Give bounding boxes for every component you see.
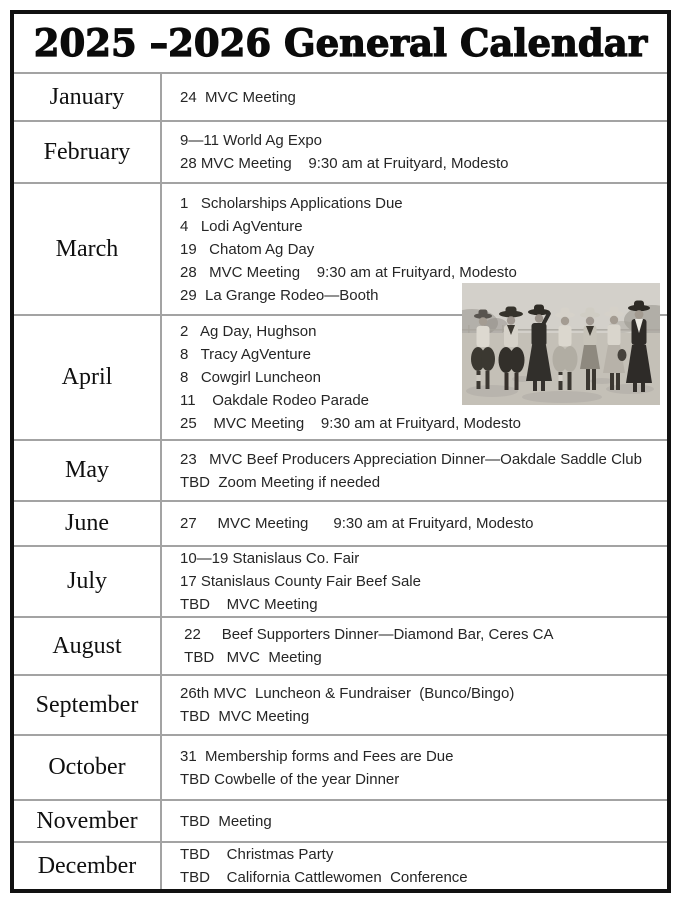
events-november [162, 801, 667, 841]
event-line: 1 Scholarships Applications Due [180, 194, 403, 212]
event-line: TBD California Cattlewomen Conference [180, 869, 468, 886]
events-september [162, 676, 667, 734]
event-line: TBD Christmas Party [180, 846, 334, 863]
month-cell-february [14, 122, 162, 182]
month-row-february [14, 122, 667, 184]
events-december [162, 843, 667, 889]
month-cell-december [14, 843, 162, 889]
events-october [162, 736, 667, 799]
event-line: 31 Membership forms and Fees are Due [180, 747, 454, 765]
month-name: March [55, 235, 119, 262]
event-line: 8 Tracy AgVenture [180, 346, 311, 363]
event-line: TBD Zoom Meeting if needed [180, 473, 381, 491]
month-row-december [14, 843, 667, 889]
month-row-january [14, 74, 667, 122]
events-may [162, 441, 667, 500]
event-line: 10—19 Stanislaus Co. Fair [180, 550, 360, 567]
month-name: January [49, 83, 125, 110]
month-cell-may [14, 441, 162, 500]
month-row-august [14, 618, 667, 676]
month-name: July [66, 568, 107, 594]
month-name: May [65, 457, 109, 483]
event-line: TBD Meeting [180, 812, 272, 830]
event-line: 4 Lodi AgVenture [180, 217, 303, 235]
event-line: TBD Cowbelle of the year Dinner [180, 770, 400, 788]
month-name: December [37, 852, 137, 879]
month-name: September [35, 691, 139, 718]
month-row-october [14, 736, 667, 801]
events-june [162, 502, 667, 545]
month-cell-november [14, 801, 162, 841]
month-name: August [52, 632, 122, 659]
month-name: April [61, 364, 113, 390]
title-row [14, 14, 667, 74]
month-name: November [36, 807, 138, 834]
event-line: 17 Stanislaus County Fair Beef Sale [180, 573, 421, 590]
event-line: TBD MVC Meeting [180, 708, 310, 725]
month-cell-april [14, 316, 162, 439]
event-line: 9—11 World Ag Expo [180, 132, 323, 149]
month-cell-august [14, 618, 162, 674]
event-line: 2 Ag Day, Hughson [180, 323, 317, 340]
month-cell-july [14, 547, 162, 616]
month-row-september [14, 676, 667, 736]
calendar-table [10, 10, 671, 893]
month-cell-march [14, 184, 162, 314]
month-row-june [14, 502, 667, 547]
month-name: October [48, 754, 126, 780]
event-line: 27 MVC Meeting 9:30 am at Fruityard, Modesto [180, 515, 534, 532]
month-cell-october [14, 736, 162, 799]
event-line: TBD MVC Meeting [180, 649, 322, 666]
event-line: 28 MVC Meeting 9:30 am at Fruityard, Modesto [180, 263, 517, 281]
month-name: February [43, 138, 131, 165]
events-february [162, 122, 667, 182]
event-line: 11 Oakdale Rodeo Parade [180, 392, 370, 409]
month-row-may [14, 441, 667, 502]
month-cell-january [14, 74, 162, 120]
event-line: 22 Beef Supporters Dinner—Diamond Bar, Ceres CA [180, 626, 554, 643]
events-august [162, 618, 667, 674]
event-line: 23 MVC Beef Producers Appreciation Dinner—Oakdale Saddle Club [180, 450, 642, 468]
cowgirls-photo [462, 283, 660, 405]
events-july [162, 547, 667, 616]
event-line: 8 Cowgirl Luncheon [180, 369, 321, 386]
month-row-november [14, 801, 667, 843]
month-row-july [14, 547, 667, 618]
page-title: 2025 –2026 General Calendar [33, 21, 648, 65]
month-name: June [65, 510, 109, 536]
event-line: 29 La Grange Rodeo—Booth [180, 286, 379, 304]
event-line: TBD MVC Meeting [180, 596, 318, 613]
events-january [162, 74, 667, 120]
event-line: 24 MVC Meeting [180, 88, 296, 106]
event-line: 25 MVC Meeting 9:30 am at Fruityard, Modesto [180, 415, 521, 432]
event-line: 28 MVC Meeting 9:30 am at Fruityard, Modesto [180, 155, 509, 172]
event-line: 19 Chatom Ag Day [180, 240, 315, 258]
month-cell-september [14, 676, 162, 734]
month-cell-june [14, 502, 162, 545]
event-line: 26th MVC Luncheon & Fundraiser (Bunco/Bingo) [180, 685, 515, 702]
